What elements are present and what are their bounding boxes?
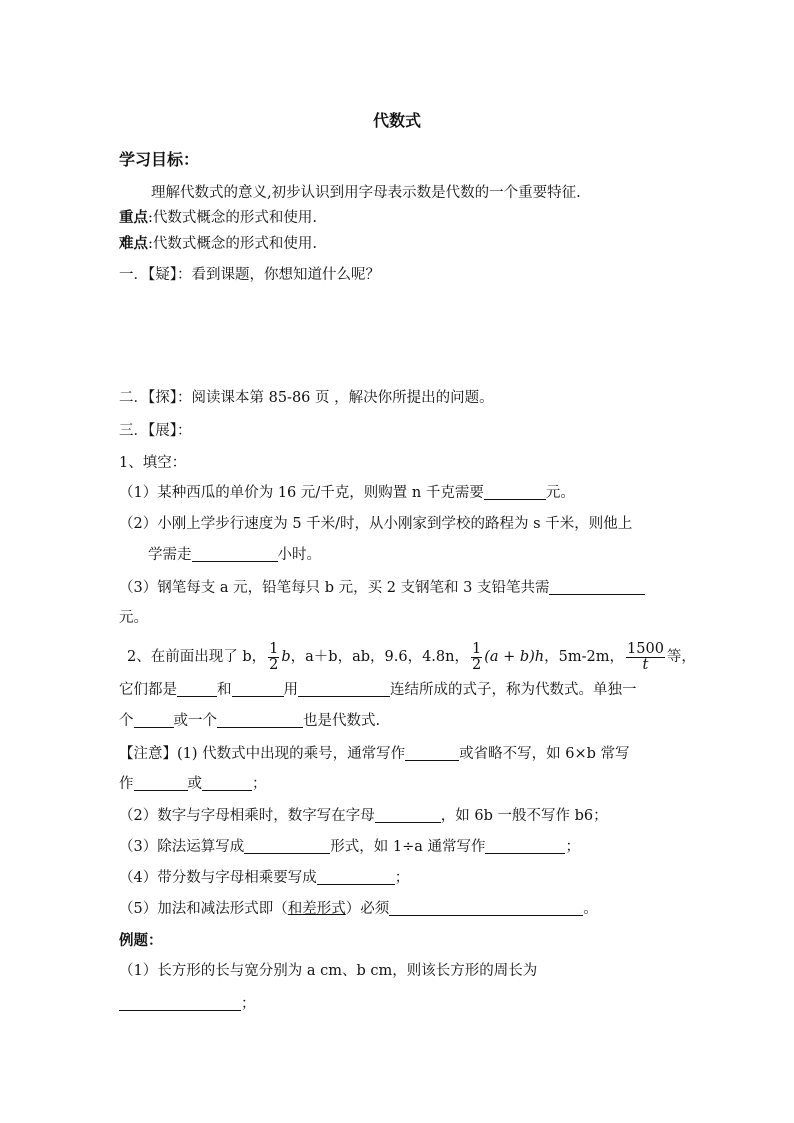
example-1-end: ； <box>241 996 256 1012</box>
question-1-2: （2）小刚上学步行速度为 5 千米/时，从小刚家到学校的路程为 s 千米，则他上 <box>119 516 633 532</box>
answer-blank[interactable] <box>134 712 174 728</box>
note-2 <box>119 806 608 826</box>
q1-3-text: （3）钢笔每支 a 元，铅笔每只 b 元，买 2 支钢笔和 3 支铅笔共需 <box>119 580 550 596</box>
note-b: 或省略不写，如 6×b 常写 <box>459 746 630 762</box>
question-2-line-1 <box>127 642 696 673</box>
note-5 <box>119 899 598 919</box>
example-heading: 例题： <box>119 932 163 949</box>
section-1: 一．【疑】：看到课题，你想知道什么呢？ <box>119 267 380 283</box>
note-4-a: （4）带分数与字母相乘要写成 <box>119 870 317 886</box>
objectives-heading: 学习目标： <box>119 150 200 169</box>
answer-blank[interactable] <box>217 712 303 728</box>
question-1-heading: 1、填空： <box>119 455 187 471</box>
answer-blank[interactable] <box>202 775 252 791</box>
section-2: 二．【探】：阅读课本第 85-86 页 ，解决你所提出的问题。 <box>119 390 494 406</box>
note-line-2 <box>119 774 267 794</box>
answer-blank[interactable] <box>549 579 645 595</box>
question-1-2-cont <box>148 545 321 565</box>
note-5-a: （5）加法和减法形式即（ <box>119 901 288 917</box>
answer-blank[interactable] <box>192 546 278 562</box>
answer-blank[interactable] <box>244 838 330 854</box>
answer-blank[interactable] <box>134 775 188 791</box>
fraction-half-2: $\frac{1}{2}$ <box>471 641 482 673</box>
note-c1: 作 <box>119 776 134 792</box>
note-line-1 <box>119 744 630 764</box>
q2-f3: 也是代数式. <box>303 713 381 729</box>
q2-text-a: 2、在前面出现了 b， <box>127 649 267 665</box>
q2-e3: 用 <box>283 682 298 698</box>
objectives-text: 理解代数式的意义,初步认识到用字母表示数是代数的一个重要特征. <box>151 185 581 201</box>
answer-blank[interactable] <box>485 838 565 854</box>
fraction-expr: (a + b)h <box>484 649 545 665</box>
q1-2-text: 学需走 <box>148 547 192 563</box>
q1-1-unit: 元。 <box>545 485 575 501</box>
fraction-half-var: b <box>281 649 291 665</box>
answer-blank[interactable] <box>177 681 217 697</box>
note-c3: ； <box>252 776 267 792</box>
note-3 <box>119 837 580 857</box>
note-5-c: 。 <box>583 901 598 917</box>
key-point-line <box>119 208 317 228</box>
answer-blank[interactable] <box>484 484 546 500</box>
q1-1-text: （1）某种西瓜的单价为 16 元/千克，则购置 n 千克需要 <box>119 485 484 501</box>
q2-text-d: 等， <box>666 649 696 665</box>
answer-blank[interactable] <box>232 681 284 697</box>
question-1-3 <box>119 578 645 598</box>
note-4 <box>119 868 409 888</box>
key-point-text: :代数式概念的形式和使用. <box>148 210 317 226</box>
section-3: 三．【展】： <box>119 423 192 439</box>
note-2-b: ，如 6b 一般不写作 b6； <box>440 808 608 824</box>
fraction-half: $\frac{1}{2}$ <box>269 641 279 673</box>
key-point-label: 重点 <box>119 209 148 226</box>
q2-f1: 个 <box>119 713 134 729</box>
answer-blank[interactable] <box>405 745 459 761</box>
page-title: 代数式 <box>372 111 421 130</box>
question-2-line-3 <box>119 711 380 731</box>
q2-text-b: ，a＋b，ab，9.6，4.8n， <box>290 649 469 665</box>
note-c2: 或 <box>187 776 202 792</box>
example-1-answer <box>119 994 256 1014</box>
note-4-b: ； <box>394 870 410 886</box>
q2-e4: 连结所成的式子，称为代数式。单独一 <box>390 682 637 698</box>
q2-text-c: ，5m-2m， <box>544 649 625 665</box>
answer-blank[interactable] <box>389 900 583 916</box>
difficulty-text: :代数式概念的形式和使用. <box>148 236 317 252</box>
difficulty-label: 难点 <box>119 235 148 252</box>
note-5-b: ）必须 <box>345 901 390 917</box>
answer-blank[interactable] <box>119 995 241 1011</box>
difficulty-line <box>119 234 317 254</box>
note-3-b: 形式，如 1÷a 通常写作 <box>330 839 486 855</box>
question-2-line-2 <box>119 680 637 700</box>
fraction-1500-t: $\frac{1500}{t}$ <box>627 641 664 673</box>
q1-2-unit: 小时。 <box>277 547 321 563</box>
note-3-a: （3）除法运算写成 <box>119 839 245 855</box>
answer-blank[interactable] <box>298 681 390 697</box>
answer-blank[interactable] <box>375 807 441 823</box>
note-2-a: （2）数字与字母相乘时，数字写在字母 <box>119 808 375 824</box>
note-5-underlined: 和差形式 <box>287 901 346 917</box>
q2-e2: 和 <box>217 682 232 698</box>
q2-f2: 或一个 <box>173 713 217 729</box>
example-1: （1）长方形的长与宽分别为 a cm、b cm，则该长方形的周长为 <box>119 963 538 979</box>
q2-e1: 它们都是 <box>119 682 177 698</box>
question-1-3-unit: 元。 <box>119 610 148 626</box>
note-3-c: ； <box>565 839 580 855</box>
note-a: 【注意】(1) 代数式中出现的乘号，通常写作 <box>119 746 406 762</box>
question-1-1 <box>119 483 575 503</box>
answer-blank[interactable] <box>317 869 395 885</box>
